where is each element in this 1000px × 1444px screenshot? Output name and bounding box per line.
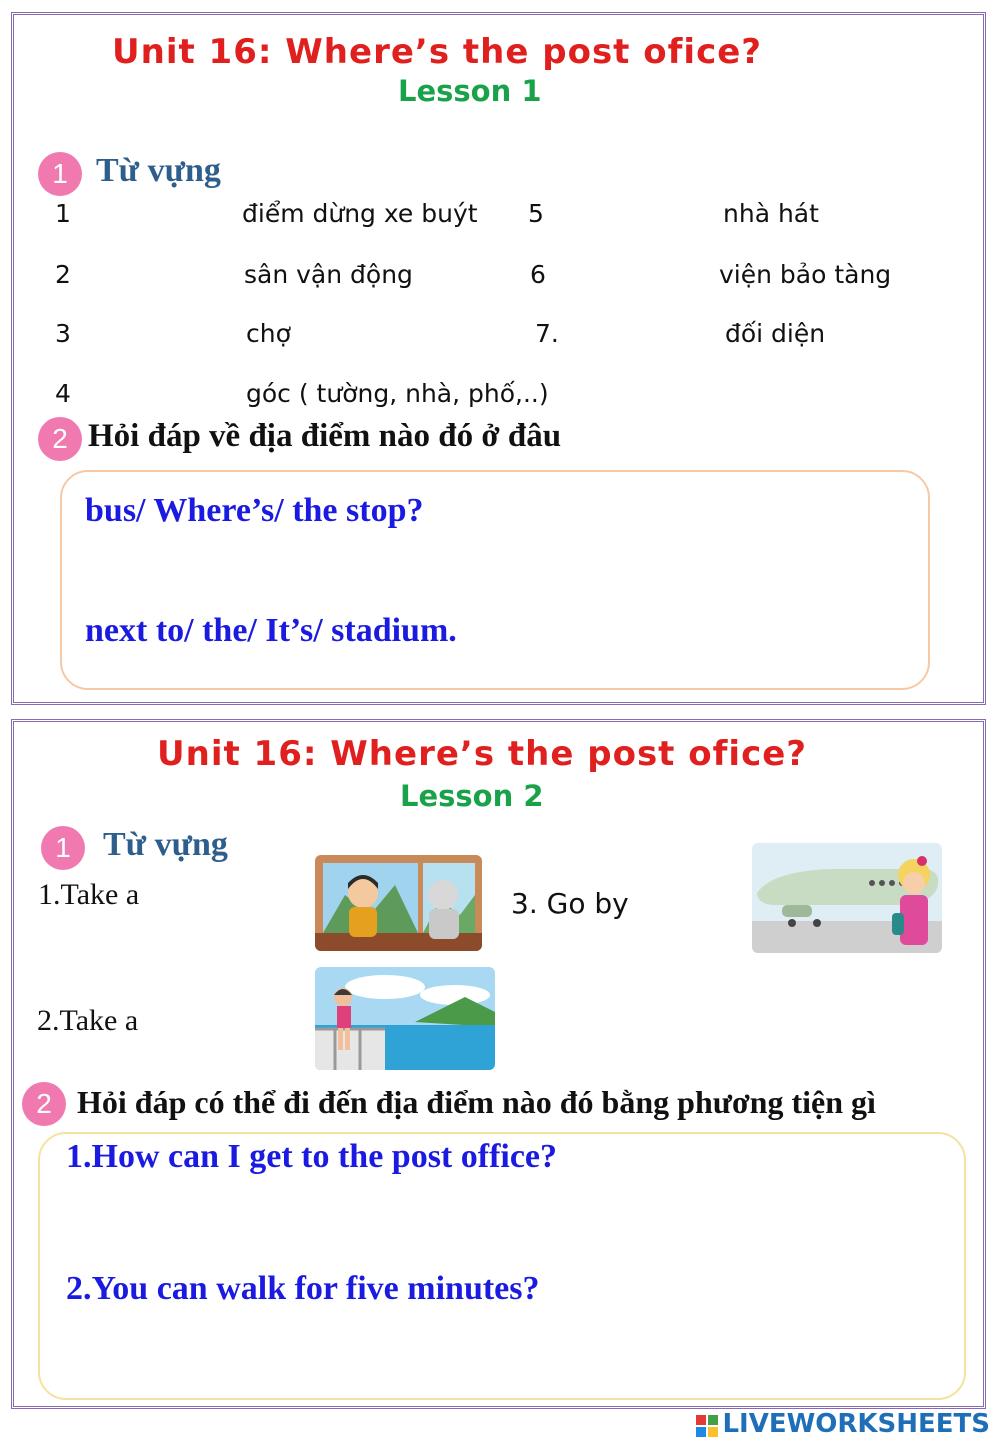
vocab-number: 6 [530,260,546,289]
vocab-number: 7. [535,319,559,348]
bus-passengers-image [315,855,482,951]
liveworksheets-logo-icon [696,1414,718,1436]
airplane-image [752,843,942,953]
section-number-badge: 1 [38,152,82,196]
section-number-badge: 2 [22,1082,66,1126]
lesson-2-subtitle: Lesson 2 [400,779,544,813]
vocab-meaning: sân vận động [244,260,413,289]
vocab-number: 5 [528,199,544,228]
qa-heading: Hỏi đáp về địa điểm nào đó ở đâu [88,418,562,454]
brand-text: LIVEWORKSHEETS [722,1409,990,1439]
lesson-1-subtitle: Lesson 1 [398,74,542,108]
section-number-badge: 2 [38,417,82,461]
vocab-meaning: chợ [246,319,291,348]
qa-heading: Hỏi đáp có thể đi đến địa điểm nào đó bằng phương tiện gì [77,1084,876,1120]
vocab-number: 4 [55,379,71,408]
boat-image [315,967,495,1070]
vocab-meaning: góc ( tường, nhà, phố,..) [246,379,549,408]
vocab-item: 3. Go by [511,887,629,920]
vocab-number: 3 [55,319,71,348]
vocab-number: 1 [55,199,71,228]
lesson-2-title: Unit 16: Where’s the post ofice? [157,734,808,774]
section-number-badge: 1 [41,826,85,870]
vocab-meaning: nhà hát [723,199,819,228]
liveworksheets-watermark [696,1409,990,1439]
scrambled-sentence: bus/ Where’s/ the stop? [85,492,424,529]
vocab-item: 1.Take a [38,878,140,911]
vocab-item: 2.Take a [37,1004,139,1037]
vocab-meaning: viện bảo tàng [719,260,892,289]
vocab-number: 2 [55,260,71,289]
vocab-meaning: điểm dừng xe buýt [242,199,478,228]
question-sentence: 1.How can I get to the post office? [66,1138,558,1175]
vocab-heading: Từ vựng [96,152,221,189]
lesson-1-title: Unit 16: Where’s the post ofice? [112,32,763,72]
vocab-heading: Từ vựng [103,826,228,863]
vocab-meaning: đối diện [725,319,826,348]
answer-sentence: 2.You can walk for five minutes? [66,1270,540,1307]
scrambled-sentence: next to/ the/ It’s/ stadium. [85,612,457,649]
